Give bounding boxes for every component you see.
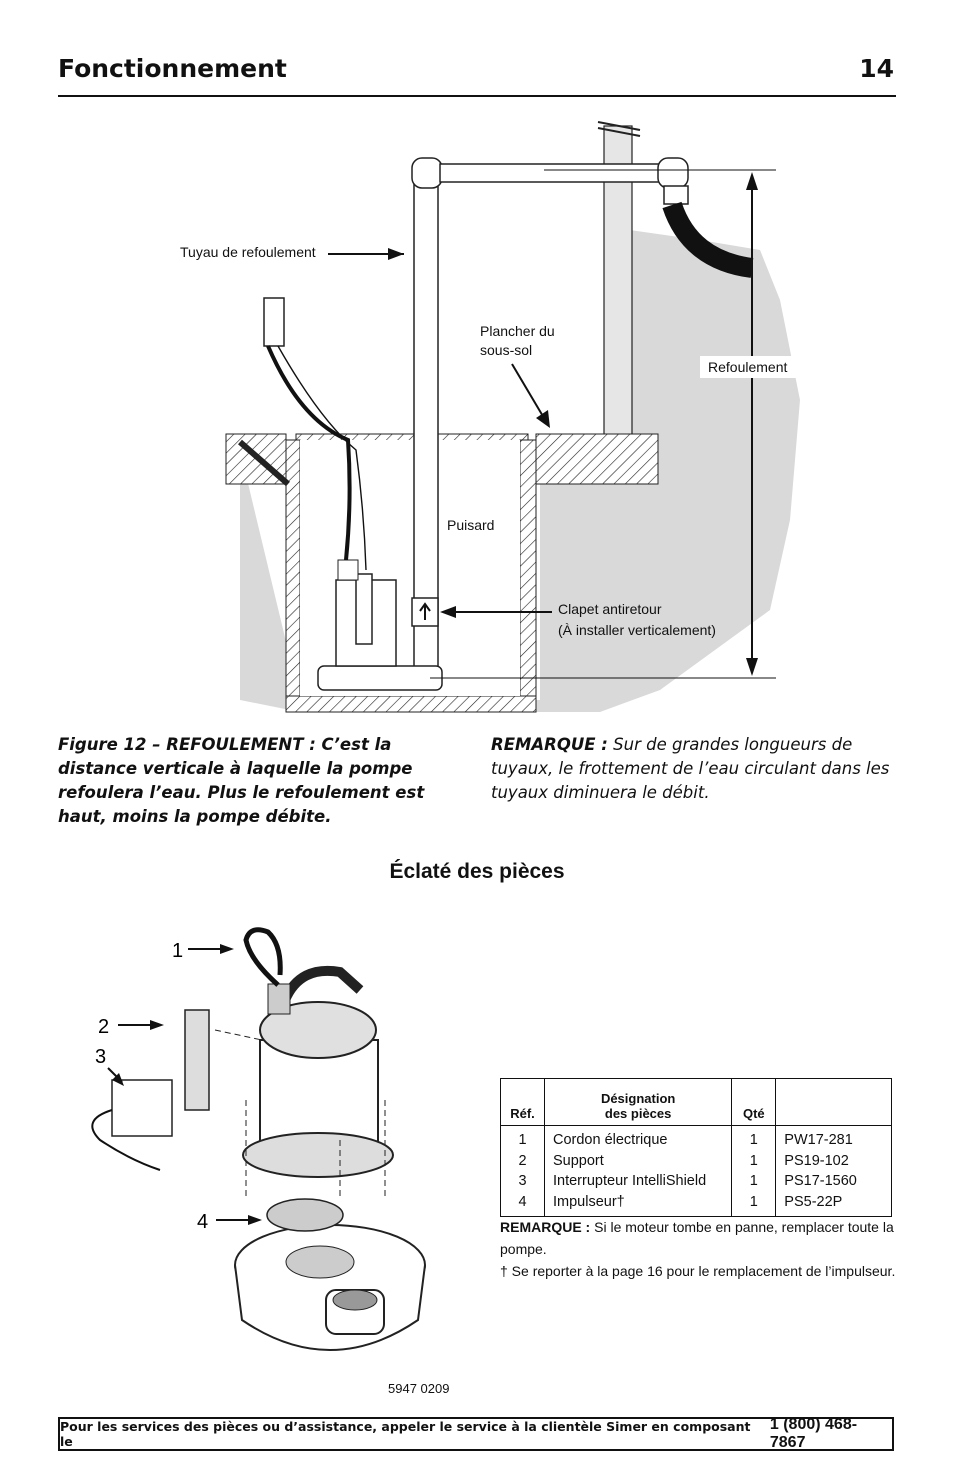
- row-part-no: PS17-1560: [776, 1171, 892, 1192]
- basement-floor: [536, 434, 658, 484]
- intellishield-switch: [185, 1010, 209, 1110]
- col-ref: Réf.: [501, 1079, 545, 1126]
- row-ref: 4: [501, 1192, 545, 1217]
- parts-table: [500, 1078, 892, 1217]
- row-qty: 1: [732, 1151, 776, 1172]
- label-check-valve-2: (À installer verticalement): [558, 622, 716, 638]
- callout-4: 4: [197, 1211, 209, 1233]
- footer-text: Pour les services des pièces ou d’assistance, appeler le service à la clientèle Simer en composant le: [60, 1419, 751, 1449]
- row-ref: 2: [501, 1151, 545, 1172]
- row-designation: Impulseur†: [545, 1192, 732, 1217]
- floor-arrow: [512, 364, 544, 418]
- row-ref: 3: [501, 1171, 545, 1192]
- pit-floor: [286, 696, 536, 712]
- pump-base-part: [235, 1225, 425, 1305]
- label-discharge-pipe: Tuyau de refoulement: [180, 244, 316, 260]
- row-designation: Interrupteur IntelliShield: [545, 1171, 732, 1192]
- label-floor-1: Plancher du: [480, 323, 555, 339]
- row-designation: Cordon électrique: [545, 1126, 732, 1151]
- row-designation: Support: [545, 1151, 732, 1172]
- callout-2: 2: [98, 1016, 110, 1038]
- power-cord-part: [246, 930, 280, 985]
- friction-note-label: REMARQUE :: [491, 735, 608, 754]
- impeller-footnote: † Se reporter à la page 16 pour le remplacement de l’impulseur.: [500, 1263, 896, 1279]
- label-floor-2: sous-sol: [480, 342, 533, 358]
- table-row: [501, 1126, 892, 1151]
- motor-note-text: Si le moteur tombe en panne, remplacer toute la pompe.: [500, 1219, 894, 1257]
- page-title: Fonctionnement: [58, 54, 287, 83]
- footer: [58, 1417, 894, 1451]
- table-row: [501, 1192, 892, 1217]
- motor-note: [500, 1216, 896, 1260]
- pit-wall-right: [520, 440, 536, 712]
- label-sump: Puisard: [447, 517, 495, 533]
- row-part-no: PS5-22P: [776, 1192, 892, 1217]
- friction-note-text: Sur de grandes longueurs de tuyaux, le frottement de l’eau circulant dans les tuyaux diminuera le débit.: [491, 735, 890, 802]
- col-designation: [545, 1079, 732, 1126]
- switch-plug: [112, 1080, 172, 1136]
- friction-note: [491, 733, 891, 805]
- col-designation-2: des pièces: [604, 1106, 672, 1121]
- row-qty: 1: [732, 1192, 776, 1217]
- figure-caption: Figure 12 – REFOULEMENT : C’est la distance verticale à laquelle la pompe refoulera l’eau. Plus le refoulement est haut, moins la pompe débite.: [58, 735, 425, 826]
- row-qty: 1: [732, 1171, 776, 1192]
- label-head: Refoulement: [708, 359, 788, 375]
- table-row: [501, 1151, 892, 1172]
- pump-base: [318, 666, 442, 690]
- row-qty: 1: [732, 1126, 776, 1151]
- motor-housing: [260, 1040, 378, 1150]
- callout-1: 1: [172, 940, 184, 962]
- motor-note-label: REMARQUE :: [500, 1219, 591, 1235]
- row-ref: 1: [501, 1126, 545, 1151]
- figure-code: 5947 0209: [388, 1381, 450, 1396]
- impeller-part: [267, 1199, 343, 1231]
- row-part-no: PS19-102: [776, 1151, 892, 1172]
- callout-3: 3: [95, 1046, 107, 1068]
- page-number: 14: [859, 54, 894, 83]
- row-part-no: PW17-281: [776, 1126, 892, 1151]
- col-part-no: [776, 1079, 892, 1126]
- col-designation-1: Désignation: [600, 1091, 676, 1106]
- col-qty: Qté: [732, 1079, 776, 1126]
- label-check-valve-1: Clapet antiretour: [558, 601, 662, 617]
- table-notes: [500, 1216, 896, 1282]
- footer-phone: 1 (800) 468-7867: [769, 1416, 858, 1451]
- section-title: Éclaté des pièces: [389, 860, 565, 883]
- wall-outlet: [264, 298, 284, 346]
- table-row: [501, 1171, 892, 1192]
